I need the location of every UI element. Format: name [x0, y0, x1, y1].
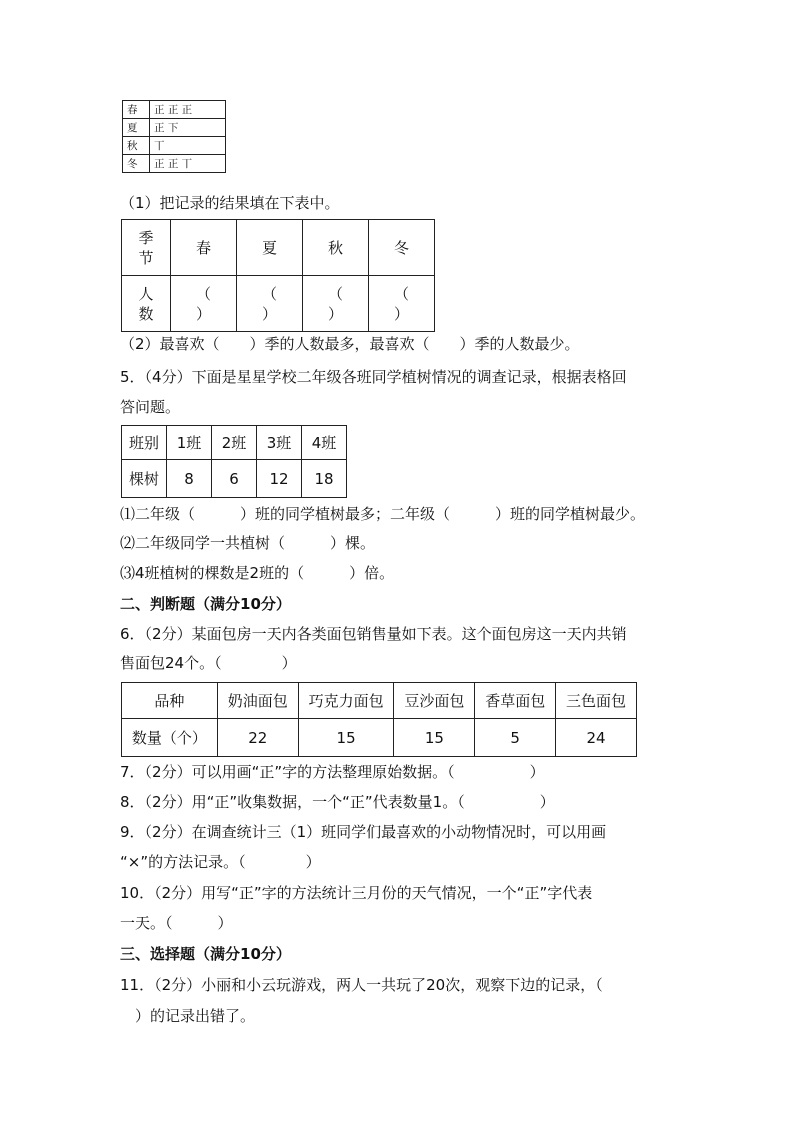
table-cell: 12 — [257, 460, 302, 498]
section-2-title: 二、判断题（满分10分） — [120, 595, 291, 613]
tree-table — [121, 425, 347, 498]
tally-season: 春 — [123, 101, 150, 119]
question-6-line-2: 售面包24个。（ ） — [120, 654, 297, 672]
table-row — [122, 426, 347, 460]
question-5-line-1: 5．（4分）下面是星星学校二年级各班同学植树情况的调查记录，根据表格回 — [120, 368, 627, 386]
question-9-line-2: “×”的方法记录。（ ） — [120, 853, 321, 871]
question-5-sub-1: ⑴二年级（ ）班的同学植树最多；二年级（ ）班的同学植树最少。 — [120, 505, 646, 523]
table-row — [122, 220, 435, 276]
season-spring: 春 — [171, 220, 237, 276]
row-label: 棵树 — [122, 460, 167, 498]
season-table — [121, 219, 435, 332]
season-summer: 夏 — [237, 220, 303, 276]
table-cell: 15 — [298, 719, 394, 757]
season-header-label: 季 节 — [122, 220, 171, 276]
question-9-line-1: 9．（2分）在调查统计三（1）班同学们最喜欢的小动物情况时，可以用画 — [120, 823, 607, 841]
question-8: 8．（2分）用“正”收集数据，一个“正”代表数量1。（ ） — [120, 793, 555, 811]
table-cell: 22 — [217, 719, 298, 757]
question-7: 7．（2分）可以用画“正”字的方法整理原始数据。（ ） — [120, 763, 545, 781]
tally-season: 夏 — [123, 119, 150, 137]
season-winter: 冬 — [369, 220, 435, 276]
question-5-sub-2: ⑵二年级同学一共植树（ ）棵。 — [120, 534, 376, 552]
bread-table — [121, 682, 637, 757]
answer-blank[interactable]: （ ） — [237, 276, 303, 332]
question-6-line-1: 6．（2分）某面包房一天内各类面包销售量如下表。这个面包房这一天内共销 — [120, 625, 627, 643]
tally-season: 冬 — [123, 155, 150, 173]
table-header: 香草面包 — [475, 683, 556, 719]
tally-table — [122, 100, 226, 173]
table-cell: 6 — [212, 460, 257, 498]
table-header: 1班 — [167, 426, 212, 460]
season-autumn: 秋 — [303, 220, 369, 276]
table-header: 班别 — [122, 426, 167, 460]
table-cell: 15 — [394, 719, 475, 757]
answer-blank[interactable]: （ ） — [303, 276, 369, 332]
question-4-part-1: （1）把记录的结果填在下表中。 — [120, 194, 340, 212]
table-row — [123, 137, 226, 155]
table-header: 三色面包 — [556, 683, 637, 719]
answer-blank[interactable]: （ ） — [171, 276, 237, 332]
table-header: 品种 — [122, 683, 218, 719]
answer-blank[interactable]: （ ） — [369, 276, 435, 332]
table-cell: 18 — [302, 460, 347, 498]
table-header: 奶油面包 — [217, 683, 298, 719]
tally-marks: 正 正 丅 — [150, 155, 226, 173]
table-row — [122, 719, 637, 757]
table-row — [123, 119, 226, 137]
table-cell: 8 — [167, 460, 212, 498]
question-11-line-1: 11．（2分）小丽和小云玩游戏，两人一共玩了20次，观察下边的记录，（ — [120, 976, 603, 994]
table-header: 豆沙面包 — [394, 683, 475, 719]
table-cell: 24 — [556, 719, 637, 757]
table-header: 巧克力面包 — [298, 683, 394, 719]
row-label: 数量（个） — [122, 719, 218, 757]
question-11-line-2: ）的记录出错了。 — [120, 1007, 256, 1025]
question-5-sub-3: ⑶4班植树的棵数是2班的（ ）倍。 — [120, 564, 395, 582]
count-label: 人 数 — [122, 276, 171, 332]
question-5-line-2: 答问题。 — [120, 398, 181, 416]
question-10-line-2: 一天。（ ） — [120, 914, 233, 932]
table-header: 2班 — [212, 426, 257, 460]
tally-marks: 丅 — [150, 137, 226, 155]
table-row — [122, 683, 637, 719]
question-4-part-2: （2）最喜欢（ ）季的人数最多，最喜欢（ ）季的人数最少。 — [120, 335, 580, 353]
table-header: 3班 — [257, 426, 302, 460]
table-cell: 5 — [475, 719, 556, 757]
tally-marks: 正 正 正 — [150, 101, 226, 119]
section-3-title: 三、选择题（满分10分） — [120, 945, 291, 963]
question-10-line-1: 10．（2分）用写“正”字的方法统计三月份的天气情况，一个“正”字代表 — [120, 884, 593, 902]
table-row — [122, 276, 435, 332]
table-header: 4班 — [302, 426, 347, 460]
table-row — [123, 101, 226, 119]
table-row — [122, 460, 347, 498]
table-row — [123, 155, 226, 173]
tally-season: 秋 — [123, 137, 150, 155]
tally-marks: 正 下 — [150, 119, 226, 137]
